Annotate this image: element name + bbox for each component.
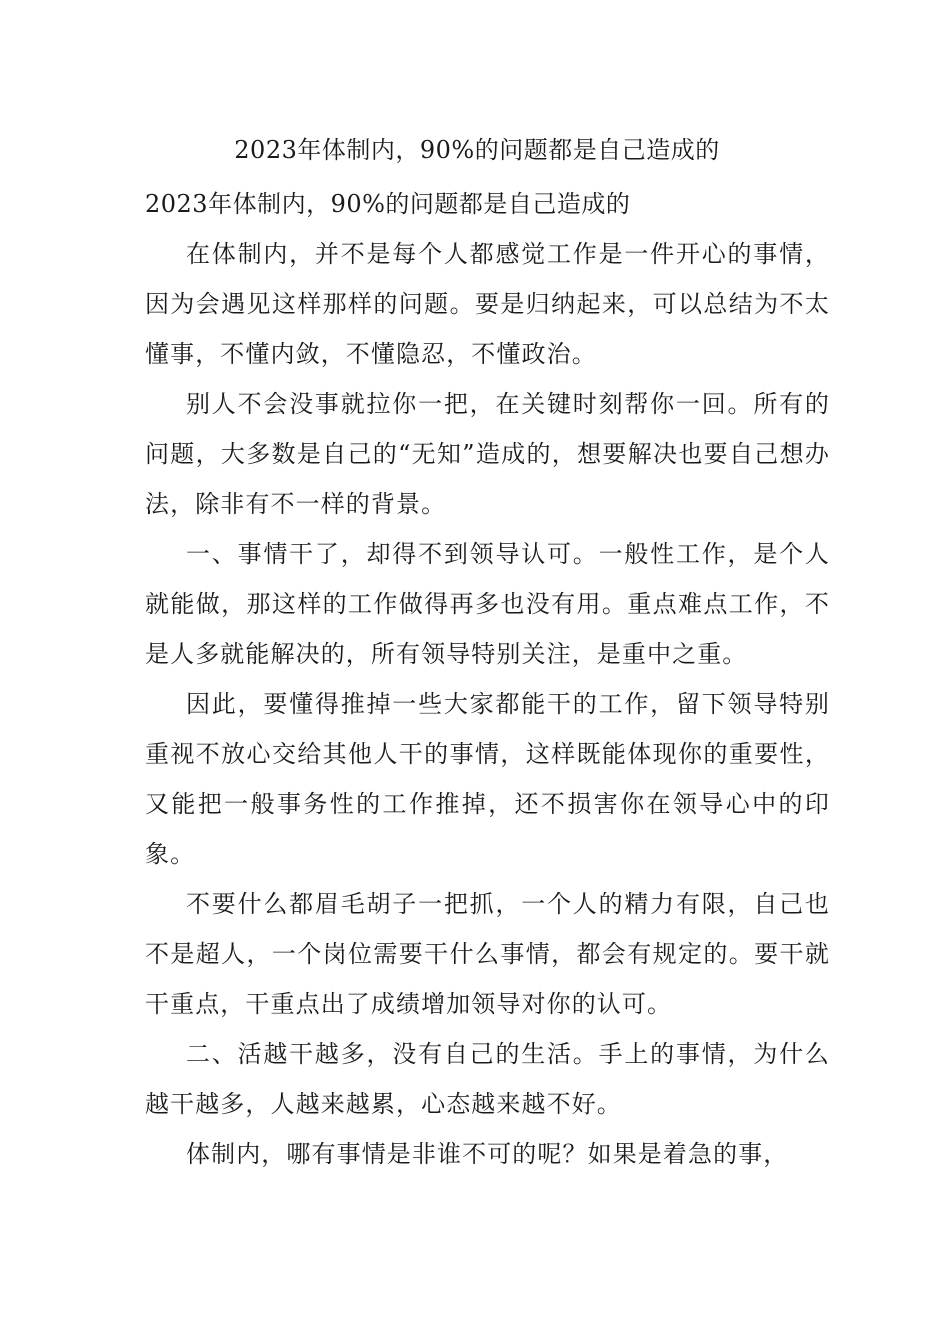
paragraph: 一、事情干了，却得不到领导认可。一般性工作，是个人就能做，那这样的工作做得再多也没有用。重点难点工作，不是人多就能解决的，所有领导特别关注，是重中之重。: [145, 540, 830, 668]
paragraph: 体制内，哪有事情是非谁不可的呢？如果是着急的事，: [186, 1140, 789, 1168]
paragraph: 二、活越干越多，没有自己的生活。手上的事情，为什么越干越多，人越来越累，心态越来越不好。: [145, 1040, 830, 1118]
paragraph: 在体制内，并不是每个人都感觉工作是一件开心的事情，因为会遇见这样那样的问题。要是归纳起来，可以总结为不太懂事，不懂内敛，不懂隐忍，不懂政治。: [145, 240, 830, 368]
document-body: [145, 179, 830, 1179]
paragraph: 不要什么都眉毛胡子一把抓，一个人的精力有限，自己也不是超人，一个岗位需要干什么事情，都会有规定的。要干就干重点，干重点出了成绩增加领导对你的认可。: [145, 890, 830, 1018]
paragraph: 因此，要懂得推掉一些大家都能干的工作，留下领导特别重视不放心交给其他人干的事情，这样既能体现你的重要性，又能把一般事务性的工作推掉，还不损害你在领导心中的印象。: [145, 690, 830, 868]
document-subtitle: 2023年体制内，90%的问题都是自己造成的: [145, 190, 631, 218]
document-title: 2023年体制内，90%的问题都是自己造成的: [234, 136, 720, 164]
paragraph: 别人不会没事就拉你一把，在关键时刻帮你一回。所有的问题，大多数是自己的“无知”造成的，想要解决也要自己想办法，除非有不一样的背景。: [145, 390, 830, 518]
